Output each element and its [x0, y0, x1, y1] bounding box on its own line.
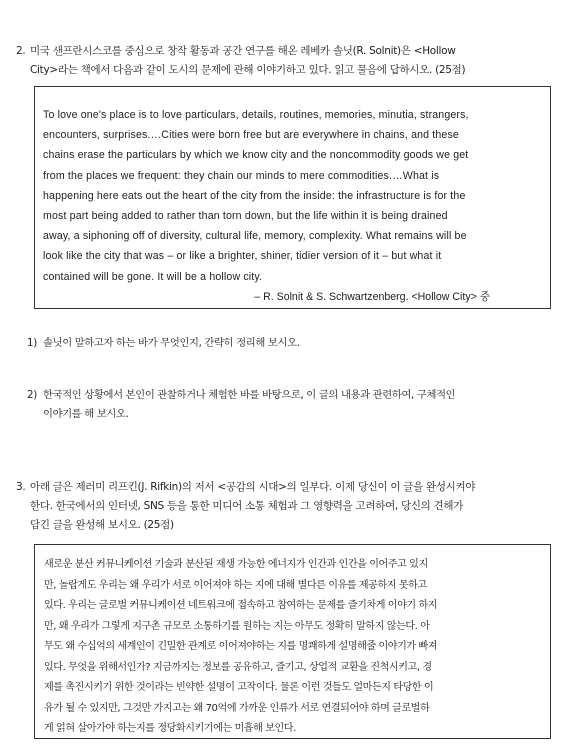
passage-line: To love one's place is to love particulars, details, routines, memories, minutia, strangers, [43, 109, 469, 121]
question-3-number: 3. [16, 481, 26, 493]
passage-line: happening here eats out the heart of the city from the inside: the infrastructure is for the [43, 189, 466, 202]
passage-text-solnit [43, 105, 542, 287]
passage-line: 게 얽혀 살아가야 하는지를 정당화시키기에는 미흡해 보인다. [44, 723, 296, 734]
question-2-prompt-line: City>라는 책에서 다음과 같이 도시의 문제에 관해 이야기하고 있다. 읽고 물음에 답하시오. (25점) [30, 64, 466, 76]
passage-line: 제를 촉진시키기 위한 것이라는 빈약한 설명이 고작이다. 물론 이런 것들도 얼마든지 타당한 이 [44, 682, 434, 693]
passage-line: 유가 될 수 있지만, 그것만 가지고는 왜 70억에 가까운 인류가 서로 연결되어야 하며 글로벌하 [44, 702, 430, 714]
sub-question-1-number: 1) [27, 337, 37, 349]
passage-line: most part being added to rather than torn down, but the life within it is being drained [43, 210, 448, 223]
passage-line: encounters, surprises.…Cities were born free but are everywhere in chains, and these [43, 129, 459, 142]
passage-line: 있다. 우리는 글로벌 커뮤니케이션 네트워크에 접속하고 참여하는 문제를 즐기차게 이야기 하지 [44, 600, 438, 611]
question-3-prompt-line: 아래 글은 제러미 리프킨(J. Rifkin)의 저서 <공감의 시대>의 일부다. 이제 당신이 이 글을 완성시켜야 [30, 481, 476, 493]
question-3 [16, 478, 554, 531]
sub-question-1-text: 솔닛이 말하고자 하는 바가 무엇인지, 간략히 정리해 보시오. [43, 337, 300, 349]
sub-question-2-number: 2) [27, 389, 37, 401]
passage-line: 있다. 무엇을 위해서인가? 지금까지는 정보를 공유하고, 즐기고, 상업적 교환을 진척시키고, 경 [44, 661, 432, 673]
question-2-prompt [30, 42, 554, 80]
passage-line: 만, 왜 우리가 그렇게 지구촌 규모로 소통하기를 원하는 지는 아무도 정확히 말하지 않는다. 아 [44, 620, 430, 632]
question-3-prompt-line: 한다. 한국에서의 인터넷, SNS 등을 통한 미디어 소통 체험과 그 영향력을 고려하여, 당신의 견해가 [30, 500, 464, 512]
question-3-prompt [30, 478, 554, 535]
passage-line: away, a siphoning off of diversity, cultural life, memory, complexity. What remains will be [43, 230, 467, 243]
passage-line: from the places we frequent: they chain our minds to mere commodities.…What is [43, 169, 440, 182]
passage-line: look like the city that was – or like a brighter, shiner, tidier version of it – but what it [43, 250, 442, 263]
question-2 [16, 42, 554, 76]
passage-source: – R. Solnit & S. Schwartzenberg. <Hollow City> 중 [254, 290, 490, 303]
passage-box-rifkin [34, 544, 551, 739]
passage-box-solnit [34, 86, 551, 309]
passage-text-rifkin [44, 555, 541, 740]
passage-line: 새로운 분산 커뮤니케이션 기술과 분산된 재생 가능한 에너지가 인간과 인간을 이어주고 있지 [44, 559, 428, 570]
passage-line: contained will be gone. It will be a hollow city. [43, 270, 263, 283]
question-2-prompt-line: 미국 샌프란시스코를 중심으로 창작 활동과 공간 연구를 해온 레베카 솔닛(R. Solnit)은 <Hollow [30, 45, 456, 57]
sub-question-2-text [43, 386, 455, 424]
sub-question-2-line: 한국적인 상황에서 본인이 관찰하거나 체험한 바를 바탕으로, 이 글의 내용과 관련하여, 구체적인 [43, 389, 456, 401]
sub-question-2-line: 이야기를 해 보시오. [43, 408, 129, 420]
passage-line: chains erase the particulars by which we know city and the noncommodity goods we get [43, 149, 469, 162]
question-3-prompt-line: 담긴 글을 완성해 보시오. (25점) [30, 519, 174, 531]
passage-line: 만, 놀랍게도 우리는 왜 우리가 서로 이어져야 하는 지에 대해 별다른 이유를 제공하지 못하고 [44, 579, 427, 591]
passage-line: 무도 왜 수십억의 세계인이 긴밀한 관계로 이어져야하는 지를 명쾌하게 설명해줄 이야기가 빠져 [44, 641, 438, 652]
question-2-number: 2. [16, 45, 26, 57]
